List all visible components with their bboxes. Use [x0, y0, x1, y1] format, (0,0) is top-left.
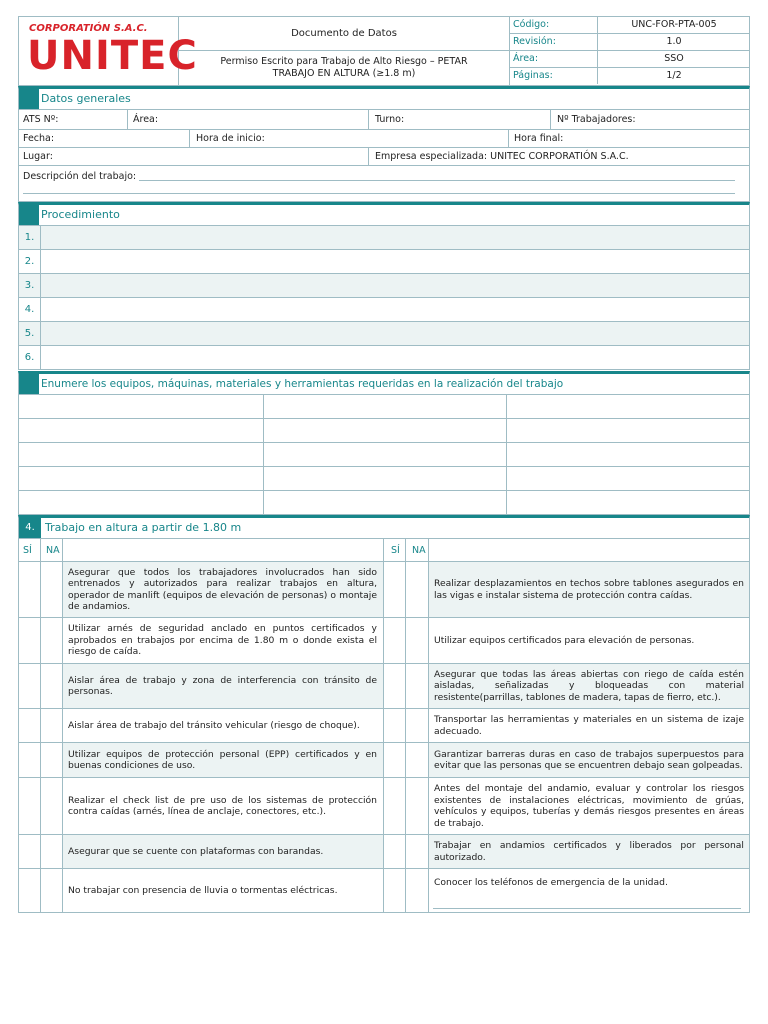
procedure-row[interactable] [18, 226, 750, 250]
section-general [18, 86, 750, 110]
equipment-row[interactable] [18, 395, 750, 419]
na-checkbox[interactable] [406, 869, 428, 912]
na-checkbox[interactable] [40, 743, 62, 777]
section-marker [19, 89, 39, 109]
document-header [18, 16, 750, 86]
procedure-row[interactable] [18, 250, 750, 274]
si-checkbox[interactable] [19, 835, 40, 868]
subtitle-line-2: TRABAJO EN ALTURA (≥1.8 m) [272, 68, 416, 79]
si-checkbox[interactable] [384, 709, 405, 742]
document-subtitle [179, 51, 510, 85]
section-marker [19, 205, 39, 225]
checklist-item-right: Utilizar equipos certificados para elevación de personas. [434, 634, 695, 646]
checklist-item-left: Asegurar que se cuente con plataformas con barandas. [68, 845, 324, 857]
company-logo [19, 17, 198, 85]
si-checkbox[interactable] [384, 664, 405, 708]
section-equipos [18, 371, 750, 395]
logo-wordmark: UNITEC [27, 33, 198, 79]
checklist-item-left: Aislar área de trabajo y zona de interferencia con tránsito de personas. [68, 674, 377, 697]
checklist-item-right: Realizar desplazamientos en techos sobre tablones asegurados en las vigas e instalar sistema de protección contra caídas. [434, 578, 744, 601]
na-checkbox[interactable] [406, 618, 428, 663]
procedure-row[interactable] [18, 322, 750, 346]
checklist-item-left: Realizar el check list de pre uso de los sistemas de protección contra caídas (arnés, línea de anclaje, conectores, etc.). [68, 794, 377, 817]
checklist-item-right: Transportar las herramientas y materiales en un sistema de izaje adecuado. [434, 714, 744, 737]
si-checkbox[interactable] [19, 562, 40, 617]
checklist-row [18, 709, 750, 743]
na-checkbox[interactable] [40, 562, 62, 617]
checklist-item-left: Utilizar arnés de seguridad anclado en puntos certificados y aprobados en trabajos por encima de 1.80 m o donde exista el riesgo de caída. [68, 623, 377, 658]
meta-revision [510, 34, 750, 51]
procedure-number: 6. [19, 346, 41, 369]
si-checkbox[interactable] [19, 869, 40, 912]
equipment-row[interactable] [18, 467, 750, 491]
na-header: NA [412, 544, 426, 556]
si-checkbox[interactable] [19, 664, 40, 708]
equipment-row[interactable] [18, 419, 750, 443]
checklist-item-left: Aislar área de trabajo del tránsito vehicular (riesgo de choque). [68, 719, 360, 731]
meta-key: Revisión: [510, 34, 598, 50]
si-checkbox[interactable] [384, 778, 405, 834]
na-checkbox[interactable] [40, 709, 62, 742]
procedure-number: 4. [19, 298, 41, 321]
si-checkbox[interactable] [384, 743, 405, 777]
meta-key: Páginas: [510, 68, 598, 84]
na-checkbox[interactable] [406, 709, 428, 742]
field-hora-final[interactable]: Hora final: [514, 133, 564, 144]
procedure-row[interactable] [18, 346, 750, 370]
checklist-item-left: Asegurar que todos los trabajadores involucrados han sido entrenados y autorizados para realizar trabajos en altura, operador de manlift (equipos de elevación de personas) o montaje de andamios. [68, 566, 377, 612]
checklist-row [18, 664, 750, 709]
checklist-item-left: No trabajar con presencia de lluvia o tormentas eléctricas. [68, 884, 338, 896]
equipment-row[interactable] [18, 443, 750, 467]
meta-value: UNC-FOR-PTA-005 [631, 19, 717, 30]
si-checkbox[interactable] [19, 743, 40, 777]
row-lugar [18, 148, 750, 166]
document-title: Documento de Datos [179, 17, 510, 51]
section-marker [19, 374, 39, 394]
meta-pages [510, 68, 750, 85]
field-area[interactable]: Área: [133, 114, 159, 125]
checklist-item-right: Antes del montaje del andamio, evaluar y controlar los riesgos existentes de instalaciones eléctricas, movimiento de grúas, vehículos y equipos, tuberías y demás riesgos presentes en áreas de trabajo. [434, 783, 744, 829]
si-header: SÍ [23, 544, 32, 556]
meta-code [510, 17, 750, 34]
na-checkbox[interactable] [406, 743, 428, 777]
procedure-number: 1. [19, 226, 41, 249]
row-fecha [18, 130, 750, 148]
meta-key: Código: [510, 17, 598, 33]
row-ats [18, 110, 750, 130]
checklist-item-right: Conocer los teléfonos de emergencia de la unidad. [434, 877, 668, 888]
section-title: Trabajo en altura a partir de 1.80 m [45, 521, 242, 534]
si-checkbox[interactable] [384, 835, 405, 868]
si-checkbox[interactable] [384, 618, 405, 663]
checklist-row [18, 562, 750, 618]
meta-value: SSO [664, 53, 684, 64]
checklist-header [18, 539, 750, 562]
na-checkbox[interactable] [406, 835, 428, 868]
field-descripcion[interactable]: Descripción del trabajo: [23, 171, 137, 182]
na-checkbox[interactable] [406, 778, 428, 834]
si-checkbox[interactable] [19, 778, 40, 834]
na-checkbox[interactable] [40, 618, 62, 663]
meta-value: 1/2 [666, 70, 682, 81]
field-ats[interactable]: ATS Nº: [23, 114, 59, 125]
section-number: 4. [19, 518, 41, 538]
field-hora-inicio[interactable]: Hora de inicio: [196, 133, 265, 144]
si-header: SÍ [391, 544, 400, 556]
checklist-item-right: Garantizar barreras duras en caso de trabajos superpuestos para evitar que las personas que se encuentren debajo sean golpeadas. [434, 748, 744, 771]
section-title: Enumere los equipos, máquinas, materiales y herramientas requeridas en la realización del trabajo [41, 378, 564, 390]
meta-key: Área: [510, 51, 598, 67]
equipment-row[interactable] [18, 491, 750, 515]
na-checkbox[interactable] [406, 664, 428, 708]
na-header: NA [46, 544, 60, 556]
checklist-row [18, 743, 750, 778]
checklist-item-right: Asegurar que todas las áreas abiertas con riego de caída estén aisladas, señalizadas y bloqueadas con material resistente(parrillas, tablones de madera, tapas de fierro, etc.). [434, 668, 744, 703]
meta-value: 1.0 [666, 36, 682, 47]
na-checkbox[interactable] [40, 664, 62, 708]
si-checkbox[interactable] [19, 709, 40, 742]
field-fecha[interactable]: Fecha: [23, 133, 55, 144]
checklist-item-left: Utilizar equipos de protección personal (EPP) certificados y en buenas condiciones de uso. [68, 748, 377, 771]
field-turno[interactable]: Turno: [375, 114, 405, 125]
subtitle-line-1: Permiso Escrito para Trabajo de Alto Riesgo – PETAR [220, 56, 468, 67]
logo-tagline: CORPORATIÓN S.A.C. [29, 23, 148, 34]
checklist-row [18, 835, 750, 869]
field-trabajadores[interactable]: Nº Trabajadores: [557, 114, 636, 125]
section-title: Datos generales [41, 92, 131, 105]
procedure-row[interactable] [18, 298, 750, 322]
section-title: Procedimiento [41, 208, 120, 221]
na-checkbox[interactable] [40, 835, 62, 868]
na-checkbox[interactable] [40, 778, 62, 834]
field-empresa: Empresa especializada: UNITEC CORPORATIÓN S.A.C. [375, 151, 629, 162]
si-checkbox[interactable] [19, 618, 40, 663]
meta-area [510, 51, 750, 68]
checklist-row [18, 869, 750, 913]
procedure-number: 3. [19, 274, 41, 297]
procedure-number: 5. [19, 322, 41, 345]
na-checkbox[interactable] [40, 869, 62, 912]
checklist-item-right: Trabajar en andamios certificados y liberados por personal autorizado. [434, 840, 744, 863]
si-checkbox[interactable] [384, 869, 405, 912]
procedure-number: 2. [19, 250, 41, 273]
checklist-row [18, 778, 750, 835]
field-lugar[interactable]: Lugar: [23, 151, 53, 162]
checklist-row [18, 618, 750, 664]
section-procedimiento [18, 202, 750, 226]
na-checkbox[interactable] [406, 562, 428, 617]
phone-line[interactable] [433, 908, 741, 909]
procedure-row[interactable] [18, 274, 750, 298]
section-altura [18, 515, 750, 539]
row-descripcion [18, 166, 750, 202]
si-checkbox[interactable] [384, 562, 405, 617]
